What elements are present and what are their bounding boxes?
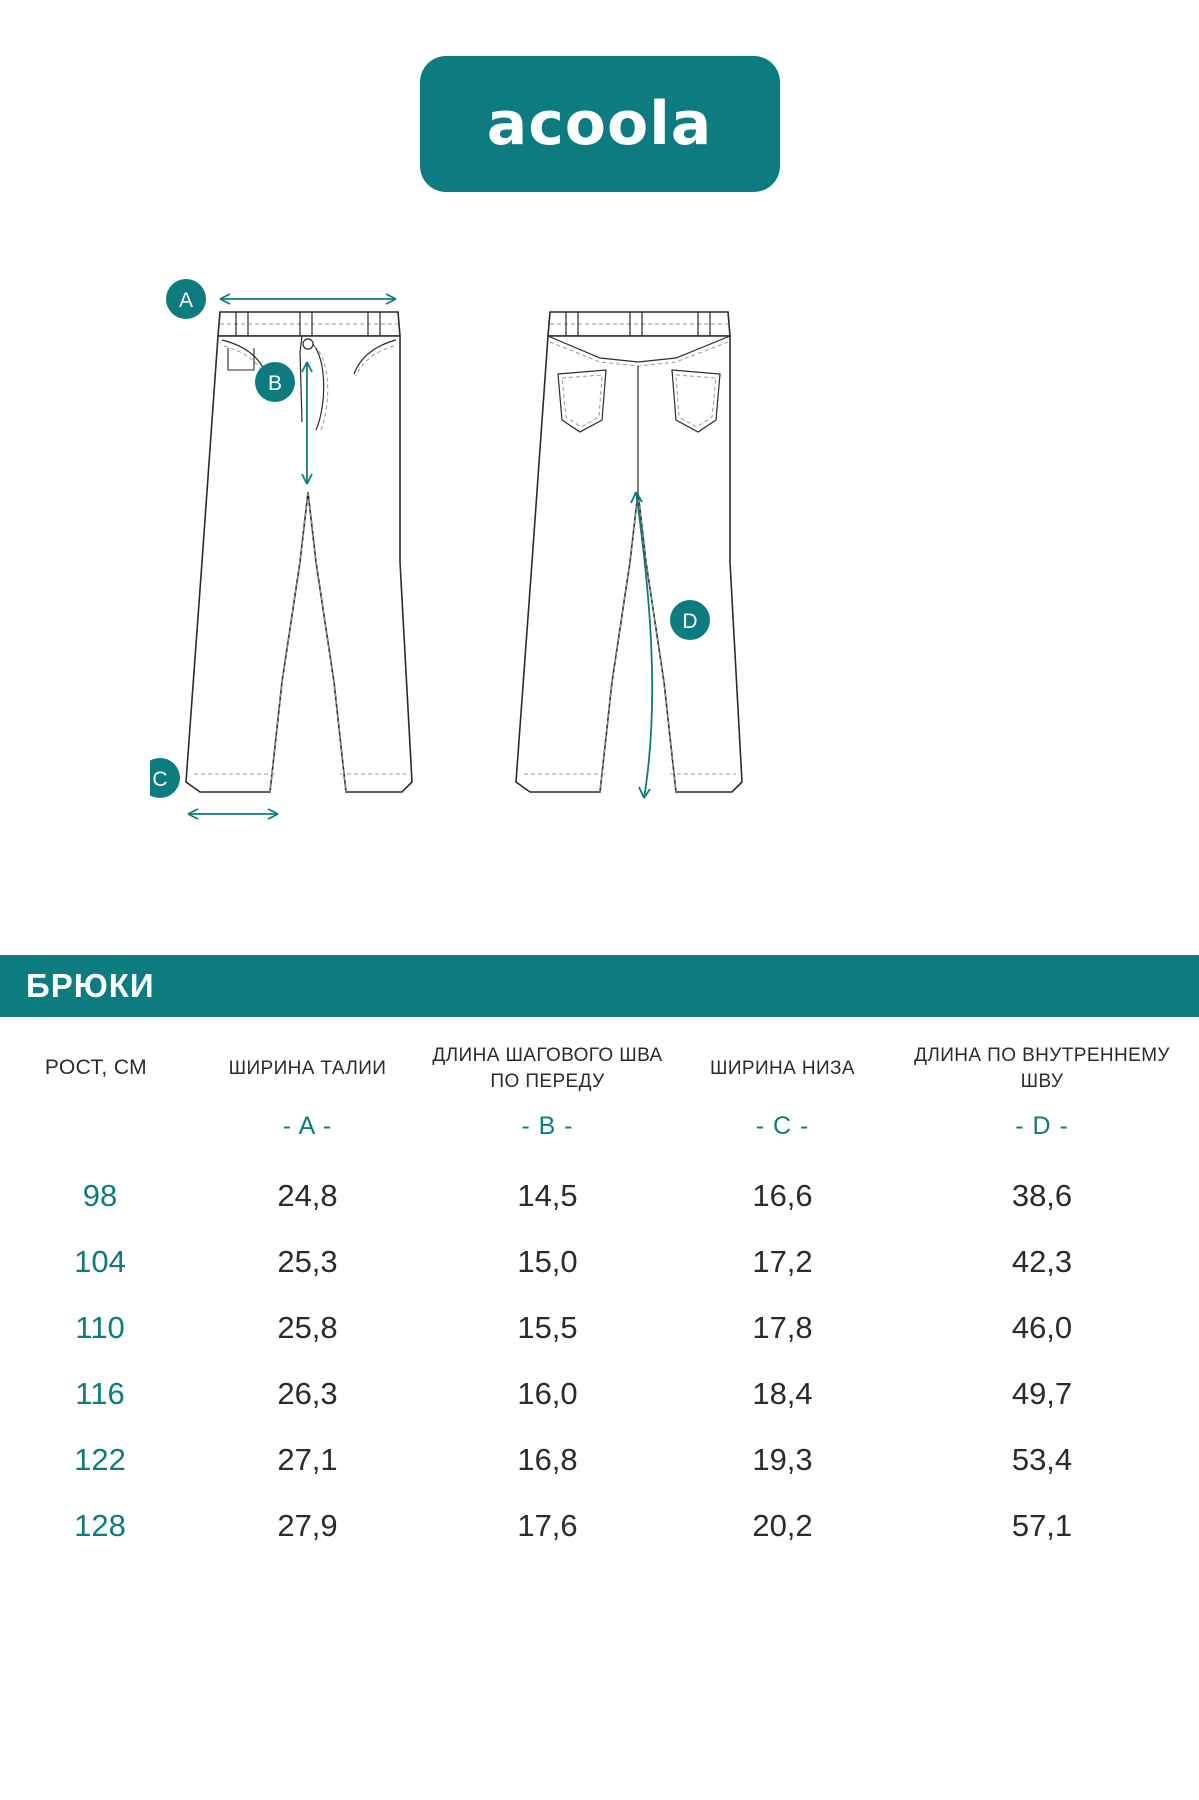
table-row — [0, 1295, 1199, 1361]
cell-size: 110 — [75, 1310, 125, 1346]
cell-d: 57,1 — [1011, 1508, 1073, 1544]
cell-b: 17,6 — [517, 1508, 578, 1544]
cell-c: 16,6 — [752, 1178, 813, 1214]
letters-row — [0, 1098, 1199, 1163]
letter-a: - A - — [282, 1112, 333, 1141]
header-front-rise: ДЛИНА ШАГОВОГО ШВА ПО ПЕРЕДУ — [432, 1045, 663, 1092]
cell-size: 116 — [75, 1376, 125, 1412]
header-height: РОСТ, СМ — [44, 1056, 148, 1080]
cell-d: 46,0 — [1011, 1310, 1073, 1346]
marker-C — [150, 758, 180, 798]
trousers-technical-drawing — [150, 262, 1050, 862]
table-row — [0, 1163, 1199, 1229]
header-waist-width: ШИРИНА ТАЛИИ — [228, 1057, 387, 1079]
table-row — [0, 1427, 1199, 1493]
letter-blank — [0, 1098, 200, 1163]
cell-b: 14,5 — [517, 1178, 578, 1214]
letter-c: - C - — [755, 1112, 810, 1141]
cell-size: 128 — [74, 1508, 126, 1544]
table-row — [0, 1229, 1199, 1295]
cell-c: 19,3 — [752, 1442, 813, 1478]
cell-a: 24,8 — [277, 1178, 338, 1214]
marker-B — [255, 362, 295, 402]
cell-d: 53,4 — [1011, 1442, 1073, 1478]
cell-size: 122 — [74, 1442, 126, 1478]
cell-a: 25,3 — [277, 1244, 338, 1280]
brand-logo — [420, 56, 780, 192]
page-title: БРЮКИ — [26, 967, 155, 1004]
marker-A — [166, 279, 206, 319]
table-head — [0, 1017, 1199, 1163]
cell-size: 98 — [82, 1178, 118, 1214]
cell-a: 27,1 — [277, 1442, 338, 1478]
cell-b: 16,0 — [517, 1376, 578, 1412]
section-title-bar — [0, 955, 1199, 1017]
logo-area — [0, 0, 1199, 192]
cell-a: 27,9 — [277, 1508, 338, 1544]
table-body — [0, 1163, 1199, 1559]
brand-logo-text: acoola — [486, 89, 713, 159]
cell-size: 104 — [74, 1244, 126, 1280]
size-table — [0, 1017, 1199, 1559]
garment-illustration — [0, 262, 1199, 882]
header-row — [0, 1017, 1199, 1098]
svg-text:C: C — [151, 768, 168, 791]
cell-b: 15,5 — [517, 1310, 578, 1346]
cell-b: 16,8 — [517, 1442, 578, 1478]
svg-text:A: A — [178, 289, 193, 312]
letter-d: - D - — [1015, 1112, 1069, 1141]
cell-b: 15,0 — [517, 1244, 578, 1280]
table-row — [0, 1493, 1199, 1559]
header-hem-width: ШИРИНА НИЗА — [710, 1057, 855, 1079]
cell-d: 42,3 — [1011, 1244, 1073, 1280]
cell-c: 17,2 — [752, 1244, 813, 1280]
front-view — [186, 312, 412, 792]
cell-c: 17,8 — [752, 1310, 813, 1346]
marker-D — [670, 600, 710, 640]
cell-c: 18,4 — [752, 1376, 813, 1412]
svg-text:B: B — [267, 372, 282, 395]
letter-b: - B - — [521, 1112, 574, 1141]
back-view — [516, 312, 742, 792]
cell-c: 20,2 — [752, 1508, 813, 1544]
header-inseam: ДЛИНА ПО ВНУТРЕННЕМУ ШВУ — [914, 1045, 1170, 1092]
table-row — [0, 1361, 1199, 1427]
cell-a: 25,8 — [277, 1310, 338, 1346]
svg-text:D: D — [681, 610, 698, 633]
cell-a: 26,3 — [277, 1376, 338, 1412]
cell-d: 49,7 — [1011, 1376, 1073, 1412]
size-table-wrap — [0, 1017, 1199, 1559]
cell-d: 38,6 — [1011, 1178, 1073, 1214]
